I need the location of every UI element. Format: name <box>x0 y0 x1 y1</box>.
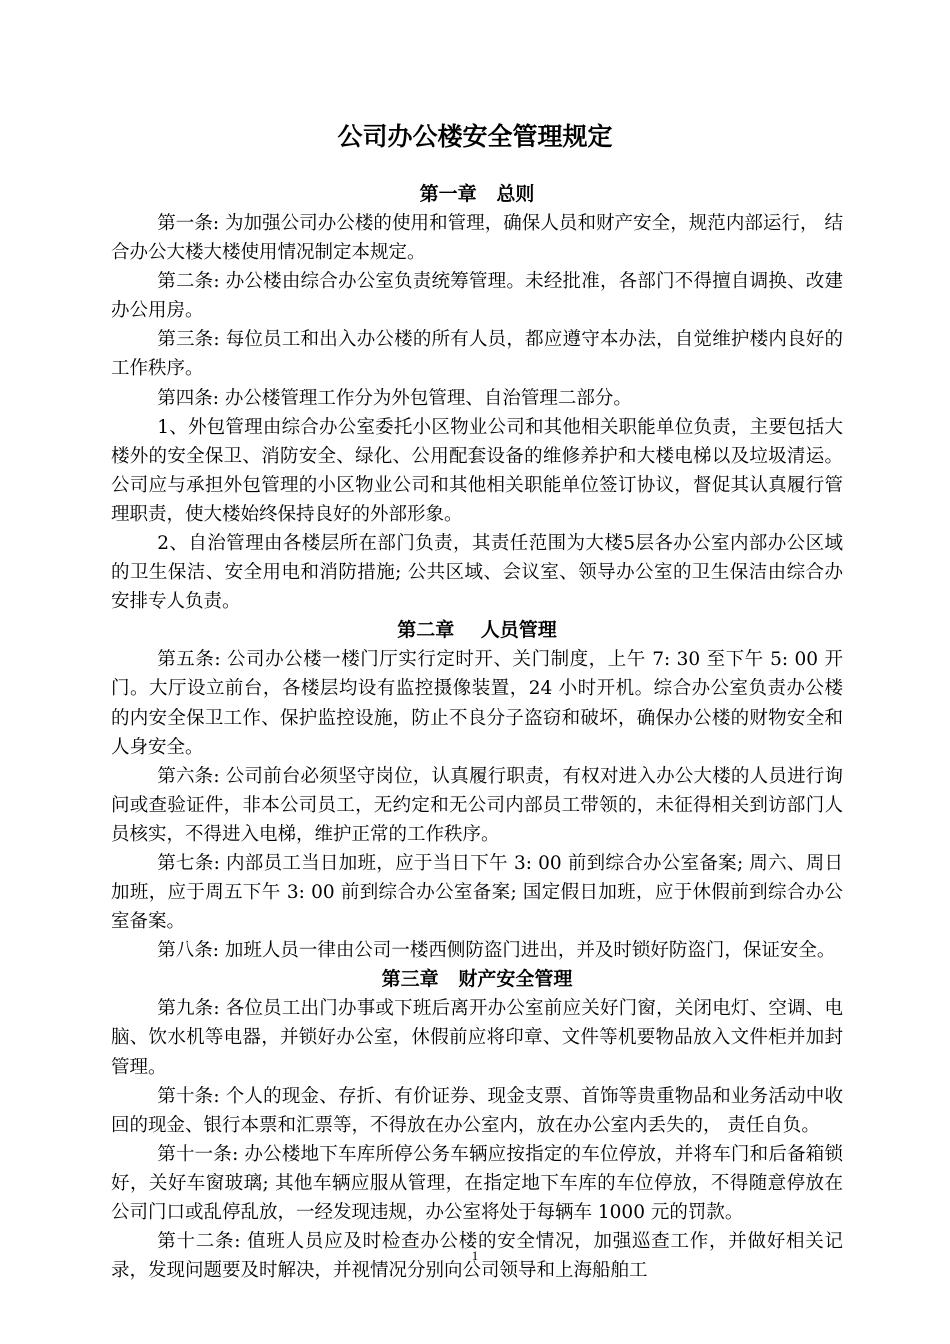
chapter-3-heading: 第三章 财产安全管理 <box>381 968 573 991</box>
article-3: 第三条: 每位员工和出入办公楼的所有人员，都应遵守本办法，自觉维护楼内良好的工作秩序。 <box>111 329 843 380</box>
article-5: 第五条: 公司办公楼一楼门厅实行定时开、关门制度，上午 7: 30 至下午 5: 00 开门。大厅设立前台，各楼层均设有监控摄像装置，24 小时开机。综合办公室负责办公楼的内安全保卫工作、保护监控设施，防止不良分子盗窃和破坏，确保办公楼的财物安全和人身安全。 <box>111 649 843 758</box>
article-8: 第八条: 加班人员一律由公司一楼西侧防盗门进出，并及时锁好防盗门，保证安全。 <box>157 940 836 962</box>
article-7: 第七条: 内部员工当日加班，应于当日下午 3: 00 前到综合办公室备案; 周六、周日加班，应于周五下午 3: 00 前到综合办公室备案; 国定假日加班，应于休假前到综合办公室备案。 <box>111 852 843 933</box>
article-1: 第一条: 为加强公司办公楼的使用和管理，确保人员和财产安全，规范内部运行， 结合办公大楼大楼使用情况制定本规定。 <box>111 213 843 264</box>
article-4-item-1: 1、外包管理由综合办公室委托小区物业公司和其他相关职能单位负责，主要包括大楼外的安全保卫、消防安全、绿化、公用配套设备的维修养护和大楼电梯以及垃圾清运。公司应与承担外包管理的小区物业公司和其他相关职能单位签订协议，督促其认真履行管理职责，使大楼始终保持良好的外部形象。 <box>111 416 843 525</box>
article-6: 第六条: 公司前台必须坚守岗位，认真履行职责，有权对进入办公大楼的人员进行询问或查验证件，非本公司员工，无约定和无公司内部员工带领的，未征得相关到访部门人员核实，不得进入电梯，维护正常的工作秩序。 <box>111 765 843 845</box>
article-9: 第九条: 各位员工出门办事或下班后离开办公室前应关好门窗，关闭电灯、空调、电脑、饮水机等电器，并锁好办公室，休假前应将印章、文件等机要物品放入文件柜并加封管理。 <box>111 998 843 1078</box>
document-body <box>111 180 843 1285</box>
page-number: 1 <box>471 1248 479 1263</box>
document-title: 公司办公楼安全管理规定 <box>337 122 613 151</box>
chapter-2-heading: 第二章 人员管理 <box>397 619 557 642</box>
article-2: 第二条: 办公楼由综合办公室负责统筹管理。未经批准，各部门不得擅自调换、改建办公用房。 <box>111 271 843 322</box>
article-12: 第十二条: 值班人员应及时检查办公楼的安全情况，加强巡查工作，并做好相关记录，发现问题要及时解决，并视情况分别向公司领导和上海船舶工 <box>111 1231 843 1282</box>
article-10: 第十条: 个人的现金、存折、有价证券、现金支票、首饰等贵重物品和业务活动中收回的现金、银行本票和汇票等，不得放在办公室内，放在办公室内丢失的， 责任自负。 <box>111 1085 843 1136</box>
article-11: 第十一条: 办公楼地下车库所停公务车辆应按指定的车位停放，并将车门和后备箱锁好，关好车窗玻璃; 其他车辆应服从管理，在指定地下车库的车位停放，不得随意停放在公司门口或乱停乱放，一经发现违规，办公室将处于每辆车 1000 元的罚款。 <box>111 1143 843 1223</box>
chapter-1-heading: 第一章 总则 <box>419 183 535 205</box>
article-4-item-2: 2、自治管理由各楼层所在部门负责，其责任范围为大楼5层各办公室内部办公区域的卫生保洁、安全用电和消防措施; 公共区域、会议室、领导办公室的卫生保洁由综合办安排专人负责。 <box>111 533 843 613</box>
article-4: 第四条: 办公楼管理工作分为外包管理、自治管理二部分。 <box>157 387 632 409</box>
